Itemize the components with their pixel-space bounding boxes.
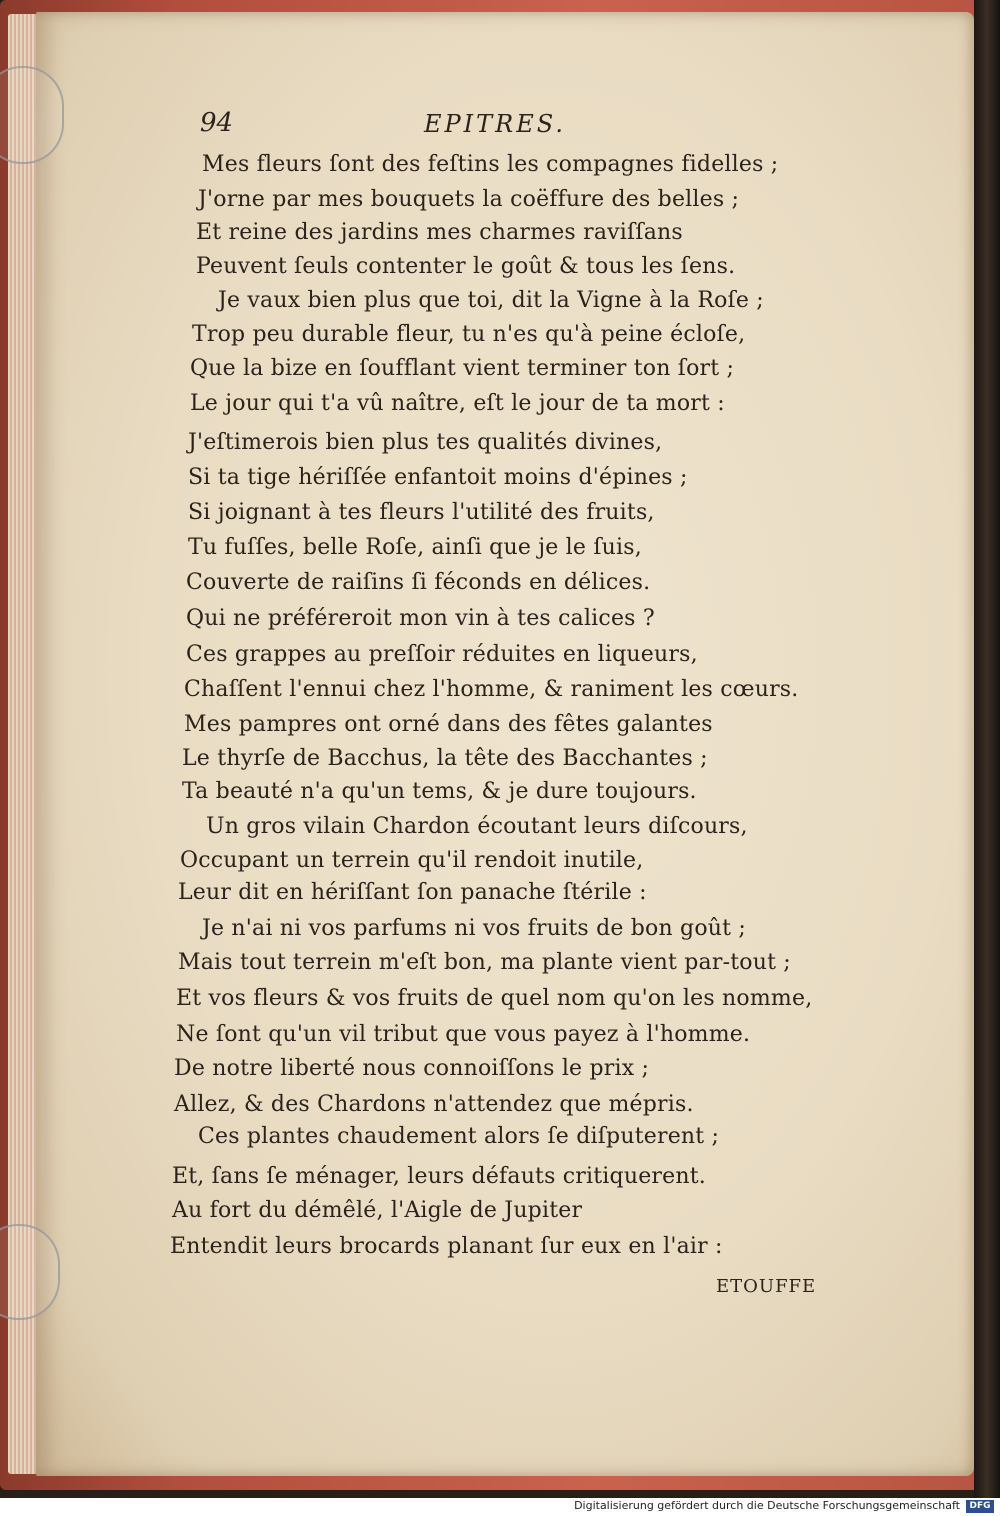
verse-line: De notre liberté nous connoiſſons le prix ; <box>174 1056 650 1081</box>
verse-line: Ta beauté n'a qu'un tems, & je dure toujours. <box>182 779 697 804</box>
verse-line: Mais tout terrein m'eſt bon, ma plante vient par-tout ; <box>178 950 791 975</box>
verse-line: Et vos fleurs & vos fruits de quel nom qu'on les nomme, <box>176 986 813 1011</box>
verse-line: Chaſſent l'ennui chez l'homme, & raniment les cœurs. <box>184 677 799 702</box>
verse-line: J'orne par mes bouquets la coëffure des belles ; <box>198 187 740 212</box>
verse-line: Tu fuſſes, belle Roſe, ainſi que je le ſuis, <box>188 535 642 560</box>
verse-line: Trop peu durable fleur, tu n'es qu'à peine écloſe, <box>192 322 746 347</box>
verse-line: Couverte de raiſins ſi féconds en délices. <box>186 570 651 595</box>
binding-shadow <box>974 0 1000 1498</box>
verse-line: Peuvent ſeuls contenter le goût & tous les ſens. <box>196 254 736 279</box>
verse-line: Occupant un terrein qu'il rendoit inutile, <box>180 848 644 873</box>
page-number: 94 <box>200 108 234 138</box>
running-head: EPITRES. <box>424 110 566 138</box>
verse-line: Si joignant à tes fleurs l'utilité des fruits, <box>188 500 655 525</box>
funding-credit: Digitalisierung gefördert durch die Deutsche Forschungsgemeinschaft <box>574 1499 960 1512</box>
verse-line: Qui ne préféreroit mon vin à tes calices ? <box>186 606 655 631</box>
verse-line: Mes fleurs ſont des feſtins les compagnes fidelles ; <box>202 152 779 177</box>
verse-line: J'eſtimerois bien plus tes qualités divines, <box>188 430 663 455</box>
footer-bar <box>0 1498 1000 1516</box>
verse-line: Que la bize en ſoufflant vient terminer ton ſort ; <box>190 356 735 381</box>
verse-line: Et, ſans ſe ménager, leurs défauts critiquerent. <box>172 1164 706 1189</box>
verse-line: Ces plantes chaudement alors ſe diſputerent ; <box>198 1124 720 1149</box>
verse-line: Au fort du démêlé, l'Aigle de Jupiter <box>172 1198 583 1223</box>
verse-line: Et reine des jardins mes charmes raviſſans <box>196 220 683 245</box>
verse-line: Leur dit en hériſſant ſon panache ſtérile : <box>178 880 647 905</box>
verse-line: Ne ſont qu'un vil tribut que vous payez à l'homme. <box>176 1022 751 1047</box>
dfg-logo-icon: DFG <box>966 1500 994 1513</box>
verse-line: Ces grappes au preſſoir réduites en liqueurs, <box>186 642 698 667</box>
verse-line: Le thyrſe de Bacchus, la tête des Bacchantes ; <box>182 746 708 771</box>
verse-line: Un gros vilain Chardon écoutant leurs diſcours, <box>206 814 748 839</box>
verse-line: Allez, & des Chardons n'attendez que mépris. <box>174 1092 694 1117</box>
verse-line: Le jour qui t'a vû naître, eſt le jour de ta mort : <box>190 391 725 416</box>
verse-line: Si ta tige hériſſée enfantoit moins d'épines ; <box>188 465 688 490</box>
verse-line: Je n'ai ni vos parfums ni vos fruits de bon goût ; <box>202 916 746 941</box>
verse-line: Mes pampres ont orné dans des fêtes galantes <box>184 712 713 737</box>
verse-line: Je vaux bien plus que toi, dit la Vigne à la Roſe ; <box>218 288 764 313</box>
catchword: ETOUFFE <box>716 1276 817 1297</box>
verse-line: Entendit leurs brocards planant ſur eux en l'air : <box>170 1234 723 1259</box>
